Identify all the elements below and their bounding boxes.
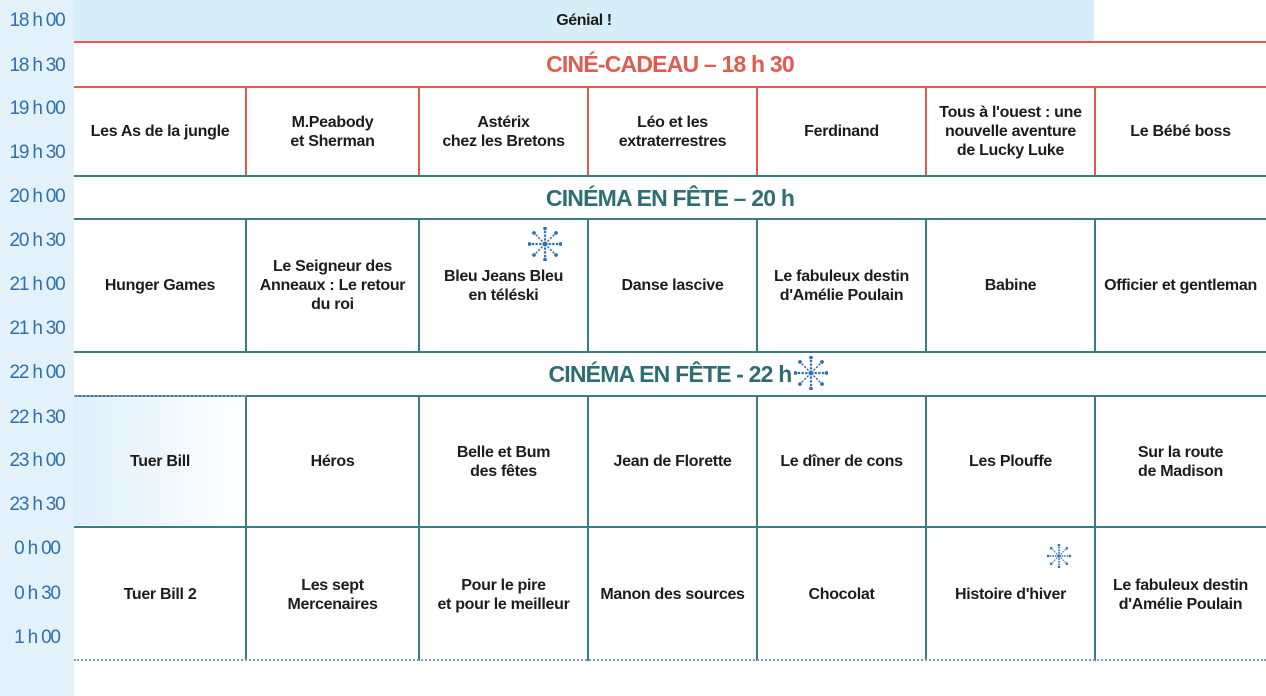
movie-cell: Manon des sources bbox=[600, 586, 745, 603]
movie-cell: Ferdinand bbox=[804, 123, 879, 140]
time-label: 23 h 00 bbox=[9, 450, 65, 471]
section-title: CINÉ-CADEAU – 18 h 30 bbox=[546, 51, 794, 77]
movie-cell: Tuer Bill bbox=[129, 453, 191, 470]
section-title: CINÉMA EN FÊTE - 22 h bbox=[548, 360, 792, 387]
time-label: 23 h 30 bbox=[9, 494, 65, 515]
movie-cell: Jean de Florette bbox=[613, 453, 732, 470]
time-label: 18 h 00 bbox=[9, 10, 65, 31]
snowflake-icon bbox=[1047, 544, 1071, 568]
movie-cell: M.Peabody et Sherman bbox=[290, 113, 375, 150]
movie-cell: Astérix chez les Bretons bbox=[442, 113, 565, 150]
movie-cell: Le Bébé boss bbox=[1130, 123, 1231, 140]
time-label: 20 h 30 bbox=[9, 230, 65, 251]
time-label: 0 h 00 bbox=[14, 538, 60, 559]
movie-cell: Danse lascive bbox=[621, 277, 724, 294]
time-label: 22 h 00 bbox=[9, 362, 65, 383]
movie-cell: Belle et Bum des fêtes bbox=[456, 443, 551, 480]
snowflake-icon bbox=[528, 227, 562, 261]
time-label: 21 h 30 bbox=[9, 318, 65, 339]
dotted-divider bbox=[74, 659, 1266, 661]
time-label: 20 h 00 bbox=[9, 186, 65, 207]
time-label: 19 h 30 bbox=[9, 142, 65, 163]
time-label: 0 h 30 bbox=[14, 583, 60, 604]
movie-cell: Héros bbox=[310, 453, 355, 470]
time-label: 21 h 00 bbox=[9, 274, 65, 295]
time-label: 22 h 30 bbox=[9, 407, 65, 428]
movie-cell: Le dîner de cons bbox=[780, 453, 903, 470]
schedule-grid bbox=[74, 0, 1266, 696]
movie-cell: Léo et les extraterrestres bbox=[618, 113, 727, 150]
movie-cell: Les As de la jungle bbox=[90, 123, 230, 140]
movie-cell: Histoire d'hiver bbox=[954, 586, 1067, 603]
movie-cell: Chocolat bbox=[808, 586, 875, 603]
time-label: 19 h 00 bbox=[9, 98, 65, 119]
movie-cell: Sur la route de Madison bbox=[1137, 443, 1224, 480]
movie-cell: Babine bbox=[984, 277, 1037, 294]
time-column bbox=[0, 0, 74, 696]
movie-cell: Officier et gentleman bbox=[1104, 277, 1257, 294]
movie-cell: Le fabuleux destin d'Amélie Poulain bbox=[773, 267, 910, 304]
movie-cell: Tous à l'ouest : une nouvelle aventure de Lucky Luke bbox=[939, 104, 1082, 159]
time-label: 18 h 30 bbox=[9, 55, 65, 76]
top-banner: Génial ! bbox=[74, 0, 1094, 42]
movie-cell: Hunger Games bbox=[104, 277, 216, 294]
movie-cell: Les sept Mercenaires bbox=[287, 576, 378, 613]
time-label: 1 h 00 bbox=[14, 627, 60, 648]
dotted-divider bbox=[74, 395, 246, 397]
movie-cell: Les Plouffe bbox=[969, 453, 1052, 470]
snowflake-icon bbox=[794, 356, 828, 390]
movie-cell: Le fabuleux destin d'Amélie Poulain bbox=[1112, 576, 1249, 613]
section-title: CINÉMA EN FÊTE – 20 h bbox=[545, 184, 795, 211]
movie-cell: Bleu Jeans Bleu en téléski bbox=[443, 267, 564, 304]
movie-cell: Le Seigneur des Anneaux : Le retour du roi bbox=[259, 258, 406, 313]
movie-cell: Pour le pire et pour le meilleur bbox=[437, 576, 570, 613]
movie-cell: Tuer Bill 2 bbox=[123, 586, 197, 603]
